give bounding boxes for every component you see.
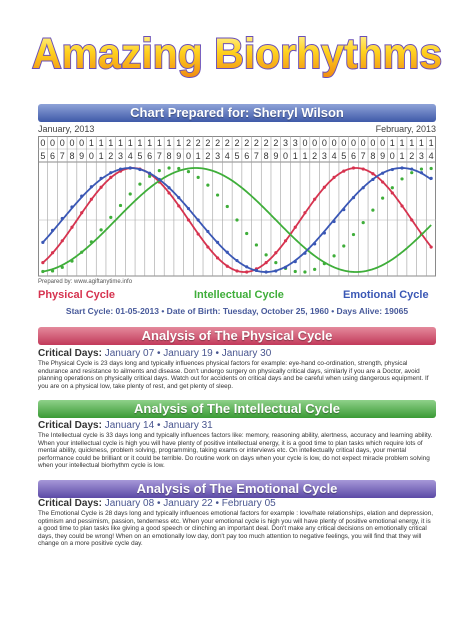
emotional-cycle-point [284,266,287,269]
intellectual-cycle-point [294,270,297,273]
emotional-cycle-point [420,171,423,174]
x-tick-label-top: 2 [253,138,259,148]
physical-cycle-point [332,176,335,179]
x-tick-label-top: 0 [341,138,347,148]
emotional-cycle-point [323,231,326,234]
emotional-cycle-point [294,260,297,263]
intellectual-critical-label: Critical Days: [38,420,102,431]
intellectual-cycle-point [430,167,433,170]
x-tick-label-top: 1 [127,138,133,148]
emotional-cycle-point [216,241,219,244]
x-tick-label-top: 1 [418,138,424,148]
x-tick-label-top: 1 [166,138,172,148]
x-tick-label-bottom: 6 [350,151,356,161]
intellectual-cycle-point [99,228,102,231]
emotional-cycle-point [430,177,433,180]
x-tick-label-bottom: 1 [302,151,308,161]
emotional-cycle-point [332,220,335,223]
x-tick-label-top: 0 [40,138,46,148]
intellectual-cycle-point [226,205,229,208]
emotional-cycle-point [197,218,200,221]
intellectual-cycle-point [206,184,209,187]
physical-cycle-point [294,226,297,229]
emotional-cycle-point [138,168,141,171]
emotional-cycle-point [119,167,122,170]
physical-cycle-point [99,186,102,189]
x-tick-label-top: 1 [118,138,124,148]
physical-cycle-point [90,198,93,201]
x-tick-label-top: 3 [283,138,289,148]
x-tick-label-top: 2 [205,138,211,148]
emotional-cycle-point [41,241,44,244]
info-line: Start Cycle: 01-05-2013 • Date of Birth: Tuesday, October 25, 1960 • Days Alive: 19065 [65,306,409,316]
emotional-critical-values: January 08 • January 22 • February 05 [104,498,276,509]
physical-cycle-point [410,218,413,221]
intellectual-cycle-point [61,266,64,269]
x-tick-label-top: 1 [399,138,405,148]
physical-cycle-point [216,256,219,259]
physical-cycle-point [187,218,190,221]
intellectual-cycle-point [352,233,355,236]
x-tick-label-top: 0 [302,138,308,148]
legend-physical: Physical Cycle [38,289,116,301]
x-tick-label-bottom: 5 [341,151,347,161]
physical-cycle-point [284,239,287,242]
x-tick-label-top: 2 [215,138,221,148]
emotional-cycle-point [352,196,355,199]
intellectual-cycle-point [381,197,384,200]
x-tick-label-bottom: 2 [409,151,415,161]
x-tick-label-top: 1 [147,138,153,148]
emotional-cycle-point [245,265,248,268]
physical-cycle-point [226,265,229,268]
intellectual-cycle-point [148,175,151,178]
physical-critical-days [38,348,271,359]
physical-cycle-point [362,167,365,170]
intellectual-cycle-point [245,232,248,235]
x-tick-label-bottom: 9 [176,151,182,161]
intellectual-cycle-point [342,244,345,247]
emotional-cycle-point [362,186,365,189]
x-tick-label-bottom: 2 [312,151,318,161]
biorhythm-chart [38,136,436,278]
intellectual-cycle-point [313,268,316,271]
x-tick-label-bottom: 0 [185,151,191,161]
intellectual-heading: Analysis of The Intellectual Cycle [38,400,436,418]
emotional-cycle-point [381,172,384,175]
x-tick-label-top: 1 [137,138,143,148]
physical-cycle-point [274,251,277,254]
physical-cycle-point [167,191,170,194]
emotional-cycle-point [274,269,277,272]
physical-cycle-point [323,186,326,189]
x-tick-label-bottom: 8 [263,151,269,161]
x-tick-label-top: 1 [176,138,182,148]
x-tick-label-bottom: 9 [273,151,279,161]
intellectual-cycle-point [158,169,161,172]
x-tick-label-top: 3 [292,138,298,148]
intellectual-cycle-point [255,243,258,246]
emotional-cycle-point [226,251,229,254]
x-tick-label-top: 1 [428,138,434,148]
emotional-cycle-point [265,270,268,273]
intellectual-cycle-point [420,167,423,170]
physical-cycle-point [109,176,112,179]
intellectual-critical-values: January 14 • January 31 [104,420,213,431]
x-tick-label-top: 1 [88,138,94,148]
x-tick-label-bottom: 0 [389,151,395,161]
intellectual-cycle-point [362,221,365,224]
physical-cycle-point [313,198,316,201]
x-tick-label-top: 2 [234,138,240,148]
intellectual-cycle-point [119,204,122,207]
x-tick-label-top: 0 [50,138,56,148]
intellectual-cycle-point [90,240,93,243]
emotional-cycle-point [255,269,258,272]
x-tick-label-top: 0 [321,138,327,148]
emotional-cycle-point [80,194,83,197]
intellectual-cycle-point [70,259,73,262]
x-tick-label-bottom: 3 [215,151,221,161]
intellectual-cycle-point [323,262,326,265]
title-text: Amazing Biorhythms [32,30,442,78]
emotional-cycle-point [391,168,394,171]
x-tick-label-top: 2 [263,138,269,148]
physical-cycle-point [61,239,64,242]
emotional-cycle-point [313,242,316,245]
x-tick-label-bottom: 2 [108,151,114,161]
intellectual-cycle-point [391,186,394,189]
x-tick-label-bottom: 4 [127,151,133,161]
x-tick-label-bottom: 9 [79,151,85,161]
x-tick-label-bottom: 6 [147,151,153,161]
legend-intellectual: Intellectual Cycle [194,289,284,301]
intellectual-cycle-point [235,218,238,221]
x-tick-label-top: 1 [389,138,395,148]
physical-cycle-point [235,269,238,272]
emotional-cycle-point [148,172,151,175]
intellectual-cycle-point [109,216,112,219]
x-tick-label-top: 2 [273,138,279,148]
x-tick-label-bottom: 8 [166,151,172,161]
intellectual-cycle-point [167,166,170,169]
intellectual-cycle-point [216,193,219,196]
emotional-heading: Analysis of The Emotional Cycle [38,480,436,498]
x-tick-label-top: 1 [409,138,415,148]
emotional-cycle-point [342,208,345,211]
x-tick-label-top: 0 [360,138,366,148]
intellectual-cycle-point [274,261,277,264]
physical-cycle-point [352,166,355,169]
x-tick-label-bottom: 5 [40,151,46,161]
x-tick-label-bottom: 3 [418,151,424,161]
x-tick-label-top: 1 [156,138,162,148]
emotional-cycle-point [167,186,170,189]
x-tick-label-bottom: 8 [370,151,376,161]
month-right: February, 2013 [375,124,436,134]
emotional-cycle-point [51,229,54,232]
page-title [0,6,474,96]
x-tick-label-bottom: 0 [88,151,94,161]
intellectual-cycle-point [303,270,306,273]
emotional-cycle-point [90,185,93,188]
physical-cycle-point [381,180,384,183]
intellectual-cycle-point [187,170,190,173]
physical-cycle-point [51,251,54,254]
x-tick-label-bottom: 0 [283,151,289,161]
x-tick-label-bottom: 5 [234,151,240,161]
x-tick-label-bottom: 4 [224,151,230,161]
intellectual-cycle-point [80,251,83,254]
x-tick-label-bottom: 3 [118,151,124,161]
prepared-for-banner: Chart Prepared for: Sherryl Wilson [38,104,436,122]
emotional-critical-label: Critical Days: [38,498,102,509]
physical-cycle-point [197,232,200,235]
emotional-cycle-point [177,196,180,199]
x-tick-label-top: 0 [79,138,85,148]
physical-text: The Physical Cycle is 23 days long and typically influences physical factors for example: eye-hand co-ordination, strength, physical endurance and resistance to ailments and disease. Don't undergo surgery on physically critical days, similarly if you are a Doctor, avoid planning operations on physically critical days. Watch out for accidents on critical days and be careful when using dangerous equipment. If you are on a physical low, take plenty of rest, and get plenty of sleep. [38,360,429,390]
intellectual-cycle-point [41,270,44,273]
x-tick-label-top: 0 [59,138,65,148]
x-tick-label-top: 0 [69,138,75,148]
physical-cycle-point [177,204,180,207]
physical-cycle-point [80,211,83,214]
x-tick-label-top: 0 [312,138,318,148]
emotional-text: The Emotional Cycle is 28 days long and typically influences emotional factors for example : love/hate relationships, elation and depression, optimism and pessimism, passion, tenderness etc. When your emotional cycle is high you will have plenty of positive emotional energy, it is a good time to plan tasks like giving a good speech or clinching an important deal. Don't make any critical decisions on emotionally critical days, they could be wrong! When on an emotionally low day, don't pay too much attention to negative feelings, you will find that they will change on a more positive cycle day. [38,510,434,548]
x-tick-label-bottom: 9 [380,151,386,161]
physical-cycle-point [371,172,374,175]
physical-cycle-point [70,226,73,229]
x-tick-label-top: 0 [350,138,356,148]
intellectual-text: The Intellectual cycle is 33 days long and typically influences factors like: memory, reasoning ability, alertness, accuracy and learning ability. When your intellectual cycle is high you will have plenty of positive intellectual energy, it is a good time to plan tasks which require lots of mental ability, quickness, problem solving, programming, taking exams or interviews etc. On intellectually critical days, your mental performance could be brilliant or it could be terrible. Do routine work on days when your cycle is low, do not expect miracle problem solving when your intellectual biorhythm cycle is low. [38,432,433,470]
x-tick-label-bottom: 4 [428,151,434,161]
intellectual-cycle-point [265,253,268,256]
x-tick-label-bottom: 1 [292,151,298,161]
physical-cycle-point [430,245,433,248]
x-tick-label-bottom: 3 [321,151,327,161]
emotional-cycle-point [206,230,209,233]
intellectual-cycle-point [129,192,132,195]
intellectual-cycle-point [177,167,180,170]
emotional-critical-days [38,498,276,509]
x-tick-label-bottom: 4 [331,151,337,161]
emotional-cycle-point [371,178,374,181]
month-left: January, 2013 [38,124,95,134]
x-tick-label-bottom: 6 [244,151,250,161]
physical-cycle-point [391,191,394,194]
physical-cycle-point [41,261,44,264]
x-tick-label-top: 2 [244,138,250,148]
x-tick-label-bottom: 8 [69,151,75,161]
x-tick-label-bottom: 7 [156,151,162,161]
emotional-cycle-point [129,166,132,169]
emotional-cycle-point [109,171,112,174]
intellectual-cycle-point [400,177,403,180]
x-tick-label-top: 1 [98,138,104,148]
x-tick-label-top: 1 [108,138,114,148]
prepared-by: Prepared by: www.agiftanytime.info [38,279,133,285]
physical-cycle-point [265,261,268,264]
x-tick-label-bottom: 5 [137,151,143,161]
emotional-cycle-point [99,177,102,180]
physical-cycle-point [400,204,403,207]
x-tick-label-bottom: 7 [59,151,65,161]
intellectual-cycle-point [332,254,335,257]
x-tick-label-bottom: 1 [98,151,104,161]
x-tick-label-top: 0 [370,138,376,148]
x-tick-label-bottom: 2 [205,151,211,161]
x-tick-label-top: 2 [224,138,230,148]
emotional-cycle-point [70,205,73,208]
x-tick-label-bottom: 7 [360,151,366,161]
x-tick-label-top: 0 [380,138,386,148]
physical-cycle-point [342,170,345,173]
x-tick-label-bottom: 1 [195,151,201,161]
intellectual-cycle-point [371,209,374,212]
physical-heading: Analysis of The Physical Cycle [38,327,436,345]
x-tick-label-top: 2 [195,138,201,148]
x-tick-label-bottom: 1 [399,151,405,161]
intellectual-cycle-point [197,176,200,179]
x-tick-label-bottom: 6 [50,151,56,161]
emotional-cycle-point [400,166,403,169]
intellectual-critical-days [38,420,213,431]
emotional-cycle-point [303,252,306,255]
emotional-cycle-point [61,217,64,220]
emotional-cycle-point [410,167,413,170]
physical-critical-label: Critical Days: [38,348,102,359]
intellectual-cycle-point [410,171,413,174]
physical-cycle-point [206,245,209,248]
x-tick-label-bottom: 7 [253,151,259,161]
x-tick-label-top: 2 [185,138,191,148]
emotional-cycle-point [187,207,190,210]
emotional-cycle-point [158,178,161,181]
intellectual-cycle-point [51,269,54,272]
physical-cycle-point [245,270,248,273]
legend-emotional: Emotional Cycle [343,289,429,301]
emotional-cycle-point [235,259,238,262]
physical-cycle-point [303,211,306,214]
x-tick-label-top: 0 [331,138,337,148]
physical-critical-values: January 07 • January 19 • January 30 [104,348,272,359]
intellectual-cycle-point [138,183,141,186]
